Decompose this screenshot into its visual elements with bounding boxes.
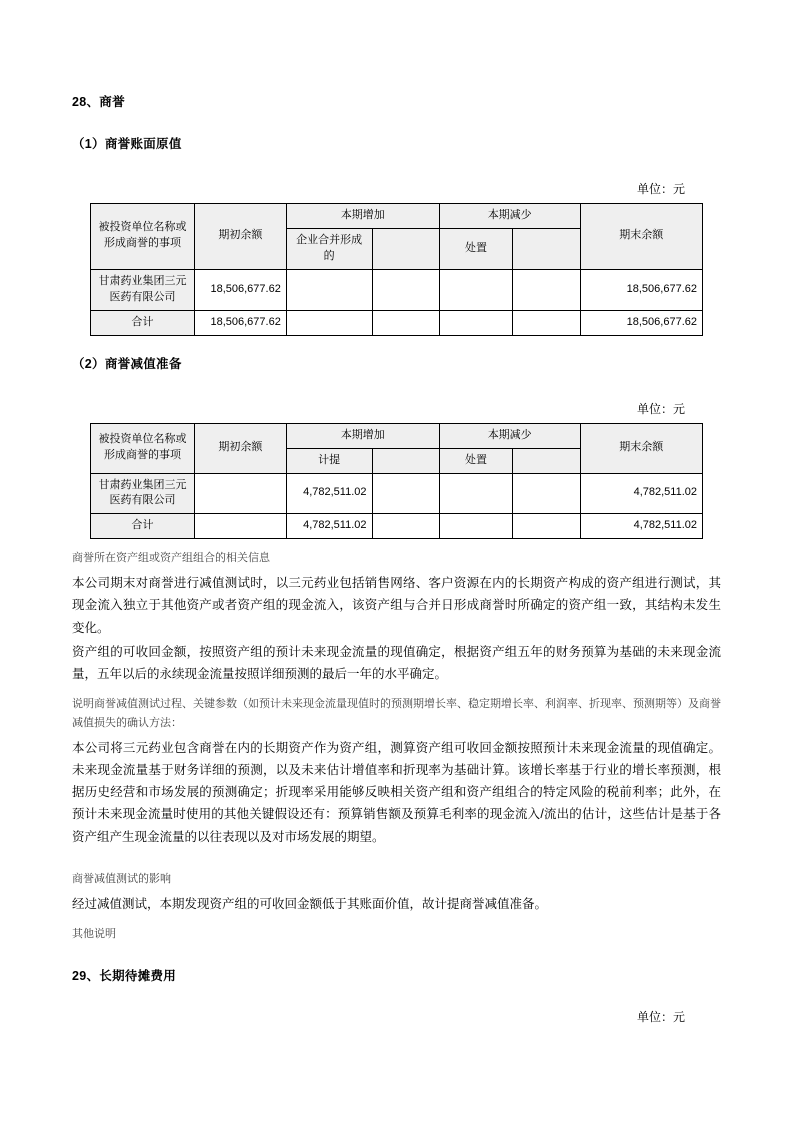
total-label: 合计 [91, 514, 195, 539]
cell-increase-other [372, 473, 439, 514]
goodwill-original-table [90, 203, 703, 336]
total-decrease-other [513, 514, 580, 539]
row-label: 甘肃药业集团三元医药有限公司 [91, 269, 195, 310]
total-opening [195, 514, 287, 539]
table-row [91, 473, 703, 514]
header-period-decrease: 本期减少 [439, 423, 580, 448]
header-invested-unit: 被投资单位名称或形成商誉的事项 [91, 423, 195, 473]
total-decrease-other [513, 310, 580, 335]
subsection-title-goodwill-impairment: （2）商誉减值准备 [72, 356, 182, 371]
table1-wrapper [72, 180, 721, 336]
cell-disposal [439, 473, 512, 514]
table-row [91, 269, 703, 310]
note-paragraph-impairment-effect: 经过减值测试，本期发现资产组的可收回金额低于其账面价值，故计提商誉减值准备。 [72, 896, 548, 911]
cell-increase-other [372, 269, 439, 310]
note-paragraph-key-assumptions: 本公司将三元药业包含商誉在内的长期资产作为资产组，测算资产组可收回金额按照预计未来现金流量的现值确定。未来现金流量基于财务详细的预测，以及未来估计增值率和折现率为基础计算。该增长率基于行业的增长率预测，根据历史经营和市场发展的预测确定；折现率采用能够反映相关资产组和资产组组合的特定风险的税前利率；此外，在预计未来现金流量时使用的其他关键假设还有：预算销售额及预算毛利率的现金流入/流出的估计，这些估计是基于各资产组产生现金流量的以往表现以及对市场发展的期望。 [72, 740, 721, 844]
header-opening-balance: 期初余额 [195, 423, 287, 473]
unit-label-2: 单位：元 [636, 401, 685, 416]
cell-decrease-other [513, 473, 580, 514]
header-disposal: 处置 [439, 448, 512, 473]
header-opening-balance: 期初余额 [195, 204, 287, 270]
note-label-impairment-effect: 商誉减值测试的影响 [72, 872, 171, 885]
cell-closing: 18,506,677.62 [580, 269, 702, 310]
cell-decrease-other [513, 269, 580, 310]
row-label: 甘肃药业集团三元医药有限公司 [91, 473, 195, 514]
note-label-test-process: 说明商誉减值测试过程、关键参数（如预计未来现金流量现值时的预测期增长率、稳定期增长率、利润率、折现率、预测期等）及商誉减值损失的确认方法： [72, 698, 721, 729]
header-disposal: 处置 [439, 228, 512, 269]
table-total-row [91, 310, 703, 335]
cell-closing: 4,782,511.02 [580, 473, 702, 514]
total-provision: 4,782,511.02 [286, 514, 372, 539]
subsection-title-goodwill-original: （1）商誉账面原值 [72, 137, 182, 151]
header-provision: 计提 [286, 448, 372, 473]
note-paragraph-impairment-test: 本公司期末对商誉进行减值测试时，以三元药业包括销售网络、客户资源在内的长期资产构成的资产组进行测试，其现金流入独立于其他资产或者资产组的现金流入，该资产组与合并日形成商誉时所确定的资产组一致，其结构未发生变化。 [72, 576, 721, 635]
table-total-row [91, 514, 703, 539]
total-disposal [439, 310, 512, 335]
note-label-asset-group: 商誉所在资产组或资产组组合的相关信息 [72, 552, 270, 565]
unit-label-1: 单位：元 [636, 182, 685, 196]
header-business-combination: 企业合并形成的 [286, 228, 372, 269]
table-header-row-1 [91, 423, 703, 448]
table2-wrapper [72, 400, 721, 540]
page-title: 28、商誉 [72, 95, 125, 109]
header-period-increase: 本期增加 [286, 204, 439, 229]
total-opening: 18,506,677.62 [195, 310, 287, 335]
cell-provision: 4,782,511.02 [286, 473, 372, 514]
total-increase-other [372, 310, 439, 335]
total-closing: 18,506,677.62 [580, 310, 702, 335]
header-closing-balance: 期末余额 [580, 423, 702, 473]
total-disposal [439, 514, 512, 539]
total-label: 合计 [91, 310, 195, 335]
next-section-unit-wrapper [72, 1008, 721, 1025]
total-increase-other [372, 514, 439, 539]
note-paragraph-recoverable-amount: 资产组的可收回金额，按照资产组的预计未来现金流量的现值确定，根据资产组五年的财务预算为基础的未来现金流量，五年以后的永续现金流量按照详细预测的最后一年的水平确定。 [72, 644, 721, 681]
total-increase-merge [286, 310, 372, 335]
cell-opening [195, 473, 287, 514]
header-closing-balance: 期末余额 [580, 204, 702, 270]
next-section-title: 29、长期待摊费用 [72, 968, 177, 983]
header-decrease-other [513, 228, 580, 269]
cell-increase-merge [286, 269, 372, 310]
table-header-row-1 [91, 204, 703, 229]
header-period-increase: 本期增加 [286, 423, 439, 448]
header-increase-other [372, 448, 439, 473]
goodwill-impairment-table [90, 423, 703, 540]
header-period-decrease: 本期减少 [439, 204, 580, 229]
unit-label-3: 单位：元 [636, 1009, 685, 1024]
header-increase-other [372, 228, 439, 269]
note-label-other: 其他说明 [72, 927, 116, 940]
header-invested-unit: 被投资单位名称或形成商誉的事项 [91, 204, 195, 270]
total-closing: 4,782,511.02 [580, 514, 702, 539]
header-decrease-other [513, 448, 580, 473]
cell-disposal [439, 269, 512, 310]
cell-opening: 18,506,677.62 [195, 269, 287, 310]
